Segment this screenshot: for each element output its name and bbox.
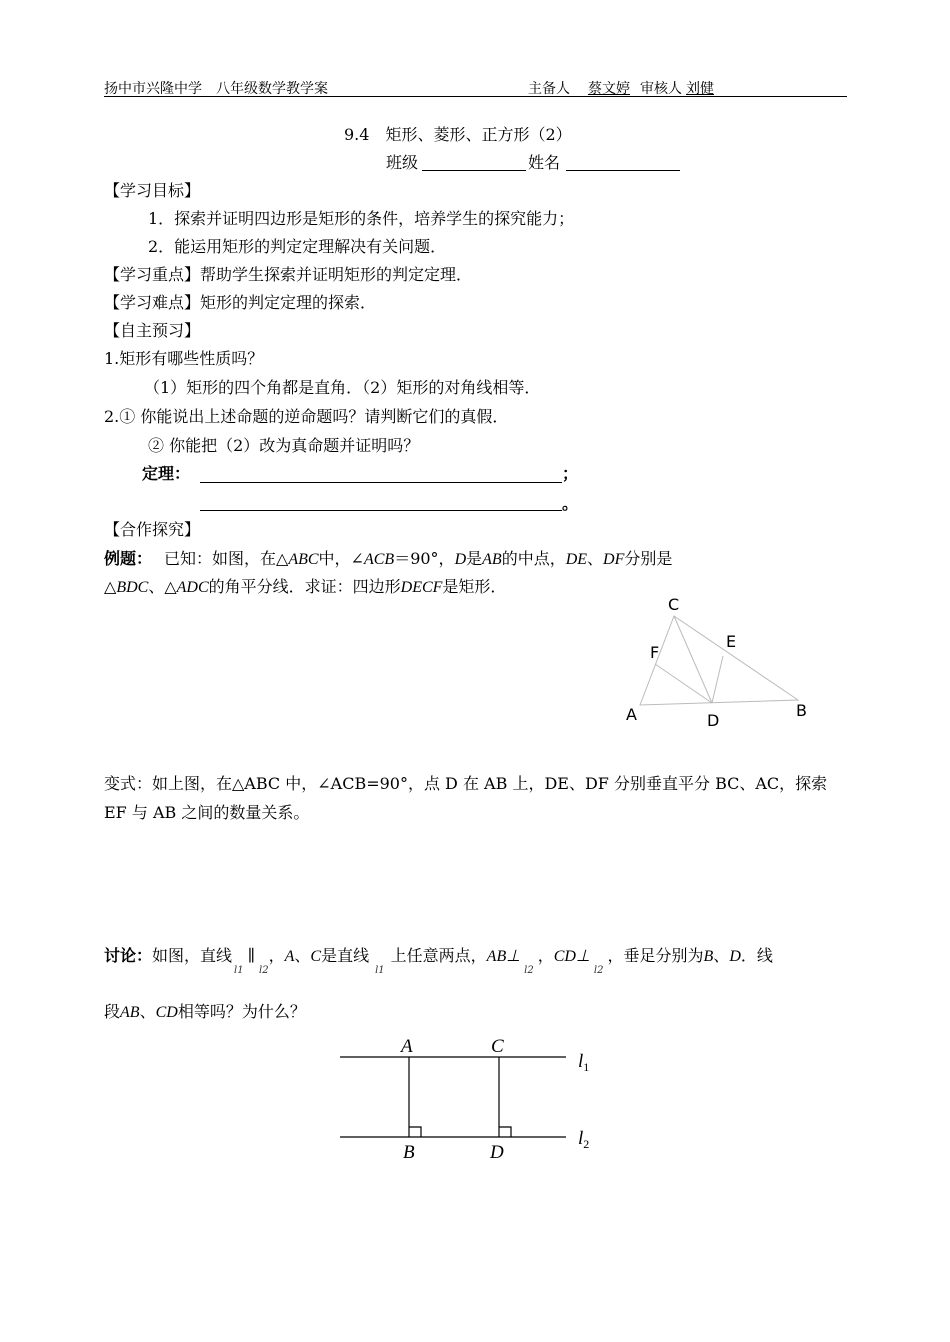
name-blank — [566, 170, 680, 171]
class-blank — [422, 170, 526, 171]
header-left: 扬中市兴隆中学 八年级数学教学案 — [104, 81, 328, 97]
label-f: F — [650, 643, 660, 662]
goals-heading: 【学习目标】 — [104, 181, 201, 200]
variant-line-2: EF 与 AB 之间的数量关系。 — [104, 803, 310, 822]
class-label: 班级 — [386, 153, 419, 172]
question-2: 2.① 你能说出上述命题的逆命题吗？请判断它们的真假． — [104, 407, 509, 426]
label-d: D — [707, 711, 720, 730]
goal-1: 1．探索并证明四边形是矩形的条件，培养学生的探究能力； — [148, 209, 575, 228]
question-1: 1.矩形有哪些性质吗？ — [104, 349, 264, 368]
header-preparer-name: 蔡文婷 — [588, 81, 630, 97]
triangle-figure — [610, 590, 820, 740]
header-preparer-label: 主备人 — [528, 81, 570, 97]
question-1-answer: （1）矩形的四个角都是直角．（2）矩形的对角线相等． — [144, 378, 541, 397]
label-l2: $l_2$ — [578, 1128, 590, 1151]
key-point: 【学习重点】帮助学生探索并证明矩形的判定定理． — [104, 265, 473, 284]
right-angle-b — [409, 1127, 421, 1137]
label-b: B — [403, 1142, 415, 1163]
coop-heading: 【合作探究】 — [104, 520, 201, 539]
header-reviewer-name: 刘健 — [686, 81, 714, 97]
label-a: A — [626, 705, 637, 724]
label-c: C — [491, 1036, 504, 1057]
goal-2: 2．能运用矩形的判定定理解决有关问题． — [148, 237, 447, 256]
question-2b: ② 你能把（2）改为真命题并证明吗？ — [148, 436, 420, 455]
example-line-2: △BDC、△ADC的角平分线．求证：四边形DECF是矩形． — [104, 577, 507, 596]
discussion-line-2: 段AB、CD相等吗？为什么？ — [104, 1002, 306, 1021]
name-label: 姓名 — [528, 153, 561, 172]
label-l1: $l_1$ — [578, 1051, 590, 1074]
label-d: D — [490, 1142, 504, 1163]
label-b: B — [796, 701, 807, 720]
right-angle-d — [499, 1127, 511, 1137]
parallel-lines-figure — [330, 1030, 610, 1170]
discussion-label: 讨论： — [104, 946, 153, 965]
example-line-1: 例题： 已知：如图，在△ABC中，∠ACB＝90°，D是AB的中点，DE、DF分别是 — [104, 549, 673, 568]
label-a: A — [401, 1036, 413, 1057]
page-title: 9.4 矩形、菱形、正方形（2） — [344, 125, 572, 144]
header-rule — [104, 96, 847, 97]
header-reviewer-label: 审核人 — [640, 81, 682, 97]
variant-line-1: 变式：如上图，在△ABC 中，∠ACB=90°，点 D 在 AB 上，DE、DF 分别垂直平分 BC、AC，探索 — [104, 774, 828, 793]
header-right — [528, 78, 742, 98]
theorem-semicolon: ； — [562, 464, 579, 483]
discussion-line-1: 讨论：如图，直线$_{l1}\parallel_{l2}$，A、C是直线$_{l1}$上任意两点，$AB\perp_{l2}$，$CD\perp_{l2}$，垂足分别为B、D．线 — [104, 946, 773, 976]
theorem-blank-2[interactable] — [200, 510, 562, 511]
example-label: 例题： — [104, 549, 153, 568]
preview-heading: 【自主预习】 — [104, 321, 201, 340]
triangle-abc — [640, 616, 798, 705]
label-c: C — [668, 595, 680, 614]
label-e: E — [726, 632, 737, 651]
difficulty: 【学习难点】矩形的判定定理的探索． — [104, 293, 377, 312]
theorem-blank-1[interactable] — [200, 482, 562, 483]
theorem-label: 定理： — [142, 464, 191, 483]
segment-de — [712, 656, 723, 703]
theorem-period: 。 — [562, 494, 579, 513]
